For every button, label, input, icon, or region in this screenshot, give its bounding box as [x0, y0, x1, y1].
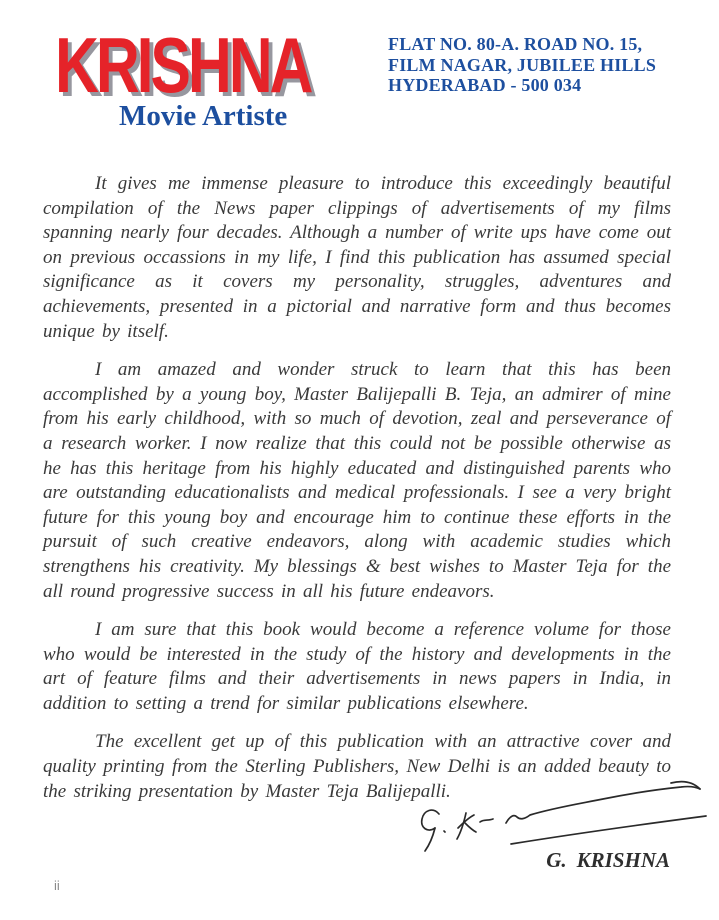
letter-paragraph-4: The excellent get up of this publication with an attractive cover and quality printing from the Sterling Publishers, New Delhi is an added beauty to the striking presentation by Master Teja Balijepalli.: [43, 731, 671, 802]
signatory-surname: KRISHNA: [576, 848, 670, 872]
letter-paragraph-3: I am sure that this book would become a reference volume for those who would be interested in the study of the history and developments in the art of feature films and their advertisements in news papers in India, in addition to setting a trend for similar publications elsewhere.: [43, 619, 671, 714]
signatory-initial: G.: [546, 848, 567, 872]
signatory-name: [546, 848, 670, 872]
letterhead-address: [388, 34, 656, 96]
letter-paragraph-2: I am amazed and wonder struck to learn that this has been accomplished by a young boy, Master Balijepalli B. Teja, an admirer of mine from his early childhood, with so much of devotion, zeal and perseverance of a research worker. I now realize that this could not be possible otherwise as he has this heritage from his highly educated and distinguished parents who are outstanding educationalists and medical professionals. I see a very bright future for this young boy and encourage him to continue these efforts in the pursuit of such creative endeavors, along with academic studies which strengthens his creativity. My blessings & best wishes to Master Teja for the all round progressive success in all his future endeavors.: [43, 359, 671, 602]
letter-paragraph-1: It gives me immense pleasure to introduce this exceedingly beautiful compilation of the News paper clippings of advertisements of my films spanning nearly four decades. Although a number of write ups have come out on previous occassions in my life, I find this publication has assumed special significance as it covers my personality, struggles, adventures and achievements, presented in a pictorial and narrative form and thus becomes unique by itself.: [43, 173, 671, 342]
handwritten-signature-icon: [413, 778, 713, 853]
brand-logo: KRISHNA: [55, 21, 311, 109]
letter-body: [43, 172, 671, 818]
brand-subtitle: Movie Artiste: [119, 100, 288, 132]
address-line-2: FILM NAGAR, JUBILEE HILLS: [388, 54, 657, 75]
page-number: ii: [54, 878, 60, 893]
address-line-3: HYDERABAD - 500 034: [388, 75, 582, 95]
address-line-1: FLAT NO. 80-A. ROAD NO. 15,: [388, 34, 643, 54]
